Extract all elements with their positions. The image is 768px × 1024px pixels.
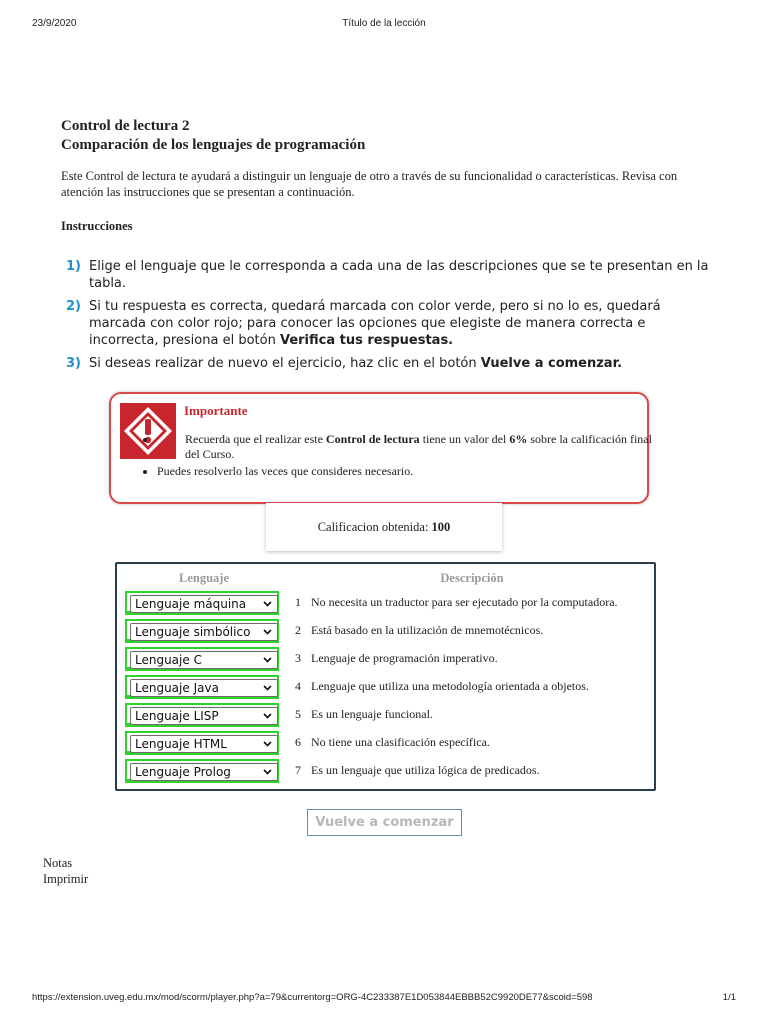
description-text: Lenguaje que utiliza una metodología orientada a objetos.	[311, 679, 589, 693]
important-notice	[109, 392, 652, 504]
language-select-value: Lenguaje C	[135, 653, 202, 667]
important-text: tiene un valor del	[419, 432, 510, 446]
answer-correct-frame	[125, 703, 279, 727]
step-bold-text: Verifica tus respuestas.	[279, 333, 454, 348]
intro-text: Este Control de lectura te ayudará a distinguir un lenguaje de otro a través de su funcionalidad o características. Revisa con atención las instrucciones que se presentan a continuación.	[61, 169, 678, 199]
print-url: https://extension.uveg.edu.mx/mod/scorm/player.php?a=79&currentorg=ORG-4C233387E1D053844EBBB52C9920DE77&scoid=598	[32, 992, 593, 1003]
description-cell	[295, 678, 589, 694]
step-number: 2)	[66, 299, 81, 314]
language-select-value: Lenguaje máquina	[135, 597, 247, 611]
language-select-value: Lenguaje LISP	[135, 709, 219, 723]
language-select[interactable]	[130, 679, 278, 697]
language-select[interactable]	[130, 735, 278, 753]
important-bold: 6%	[509, 432, 528, 446]
instructions-list	[60, 258, 710, 378]
step-text: Si deseas realizar de nuevo el ejercicio, haz clic en el botón	[89, 356, 481, 371]
step-text: Elige el lenguaje que le corresponda a cada una de las descripciones que se te presentan en la tabla.	[89, 259, 709, 291]
column-header-language: Lenguaje	[179, 571, 229, 585]
answer-correct-frame	[125, 675, 279, 699]
description-number: 4	[295, 679, 301, 693]
step-text: Si tu respuesta es correcta, quedará marcada con color verde, pero si no lo es, quedará marcada con color rojo; para conocer las opciones que elegiste de manera correcta e incorrecta, presiona el botón	[89, 299, 661, 348]
answer-correct-frame	[125, 647, 279, 671]
answer-correct-frame	[125, 731, 279, 755]
title-line-1: Control de lectura 2	[61, 118, 190, 134]
description-cell	[295, 762, 540, 778]
language-select-value: Lenguaje Prolog	[135, 765, 231, 779]
notes-link[interactable]: Notas	[43, 856, 73, 870]
description-cell	[295, 594, 618, 610]
description-text: No tiene una clasificación específica.	[311, 735, 490, 749]
description-text: No necesita un traductor para ser ejecutado por la computadora.	[311, 595, 618, 609]
language-select[interactable]	[130, 707, 278, 725]
description-cell	[295, 622, 543, 638]
language-select[interactable]	[130, 623, 278, 641]
language-select[interactable]	[130, 763, 278, 781]
table-row	[117, 703, 654, 731]
step-number: 3)	[66, 356, 81, 371]
print-date: 23/9/2020	[32, 18, 77, 29]
quiz-table	[115, 562, 656, 791]
quiz-rows	[117, 591, 654, 787]
print-page-title: Título de la lección	[342, 18, 426, 29]
answer-correct-frame	[125, 619, 279, 643]
title-line-2: Comparación de los lenguajes de programación	[61, 137, 366, 153]
language-select-value: Lenguaje Java	[135, 681, 219, 695]
important-title: Importante	[184, 403, 248, 418]
print-page-number: 1/1	[722, 992, 736, 1003]
description-number: 1	[295, 595, 301, 609]
table-row	[117, 591, 654, 619]
description-cell	[295, 706, 433, 722]
important-bold: Control de lectura	[325, 432, 420, 446]
language-select[interactable]	[130, 595, 278, 613]
print-link[interactable]: Imprimir	[43, 872, 89, 886]
language-select-value: Lenguaje simbólico	[135, 625, 251, 639]
chevron-down-icon	[263, 685, 272, 691]
description-cell	[295, 734, 490, 750]
important-text: Recuerda que el realizar este	[185, 432, 326, 446]
important-list	[141, 432, 657, 481]
step-bold-text: Vuelve a comenzar.	[480, 356, 623, 371]
description-text: Es un lenguaje funcional.	[311, 707, 433, 721]
description-text: Es un lenguaje que utiliza lógica de predicados.	[311, 763, 540, 777]
answer-correct-frame	[125, 591, 279, 615]
page-links	[43, 855, 88, 887]
score-panel	[266, 503, 502, 551]
score-value: 100	[431, 520, 451, 534]
chevron-down-icon	[263, 713, 272, 719]
description-number: 5	[295, 707, 301, 721]
description-number: 3	[295, 651, 301, 665]
print-header	[32, 18, 736, 32]
table-row	[117, 619, 654, 647]
table-row	[117, 647, 654, 675]
description-number: 6	[295, 735, 301, 749]
description-text: Lenguaje de programación imperativo.	[311, 651, 498, 665]
description-cell	[295, 650, 498, 666]
table-row	[117, 731, 654, 759]
chevron-down-icon	[263, 769, 272, 775]
score-label: Calificacion obtenida:	[317, 520, 432, 534]
page-title	[61, 117, 365, 155]
answer-correct-frame	[125, 759, 279, 783]
description-number: 2	[295, 623, 301, 637]
instruction-step	[60, 258, 710, 292]
chevron-down-icon	[263, 657, 272, 663]
chevron-down-icon	[263, 601, 272, 607]
chevron-down-icon	[263, 741, 272, 747]
language-select-value: Lenguaje HTML	[135, 737, 227, 751]
language-select[interactable]	[130, 651, 278, 669]
important-item: • Puedes resolverlo las veces que consideres necesario.	[157, 464, 657, 479]
restart-button[interactable]: Vuelve a comenzar	[307, 809, 462, 836]
instruction-step	[60, 298, 710, 349]
important-text: sobre la calificación final del Curso.	[185, 432, 652, 461]
instruction-step	[60, 355, 710, 372]
description-text: Está basado en la utilización de mnemotécnicos.	[311, 623, 544, 637]
table-row	[117, 759, 654, 787]
chevron-down-icon	[263, 629, 272, 635]
important-item	[157, 432, 657, 462]
table-row	[117, 675, 654, 703]
instructions-title: Instrucciones	[61, 219, 133, 233]
column-header-description: Descripción	[440, 571, 504, 585]
print-footer	[32, 992, 736, 1006]
step-number: 1)	[66, 259, 81, 274]
description-number: 7	[295, 763, 301, 777]
